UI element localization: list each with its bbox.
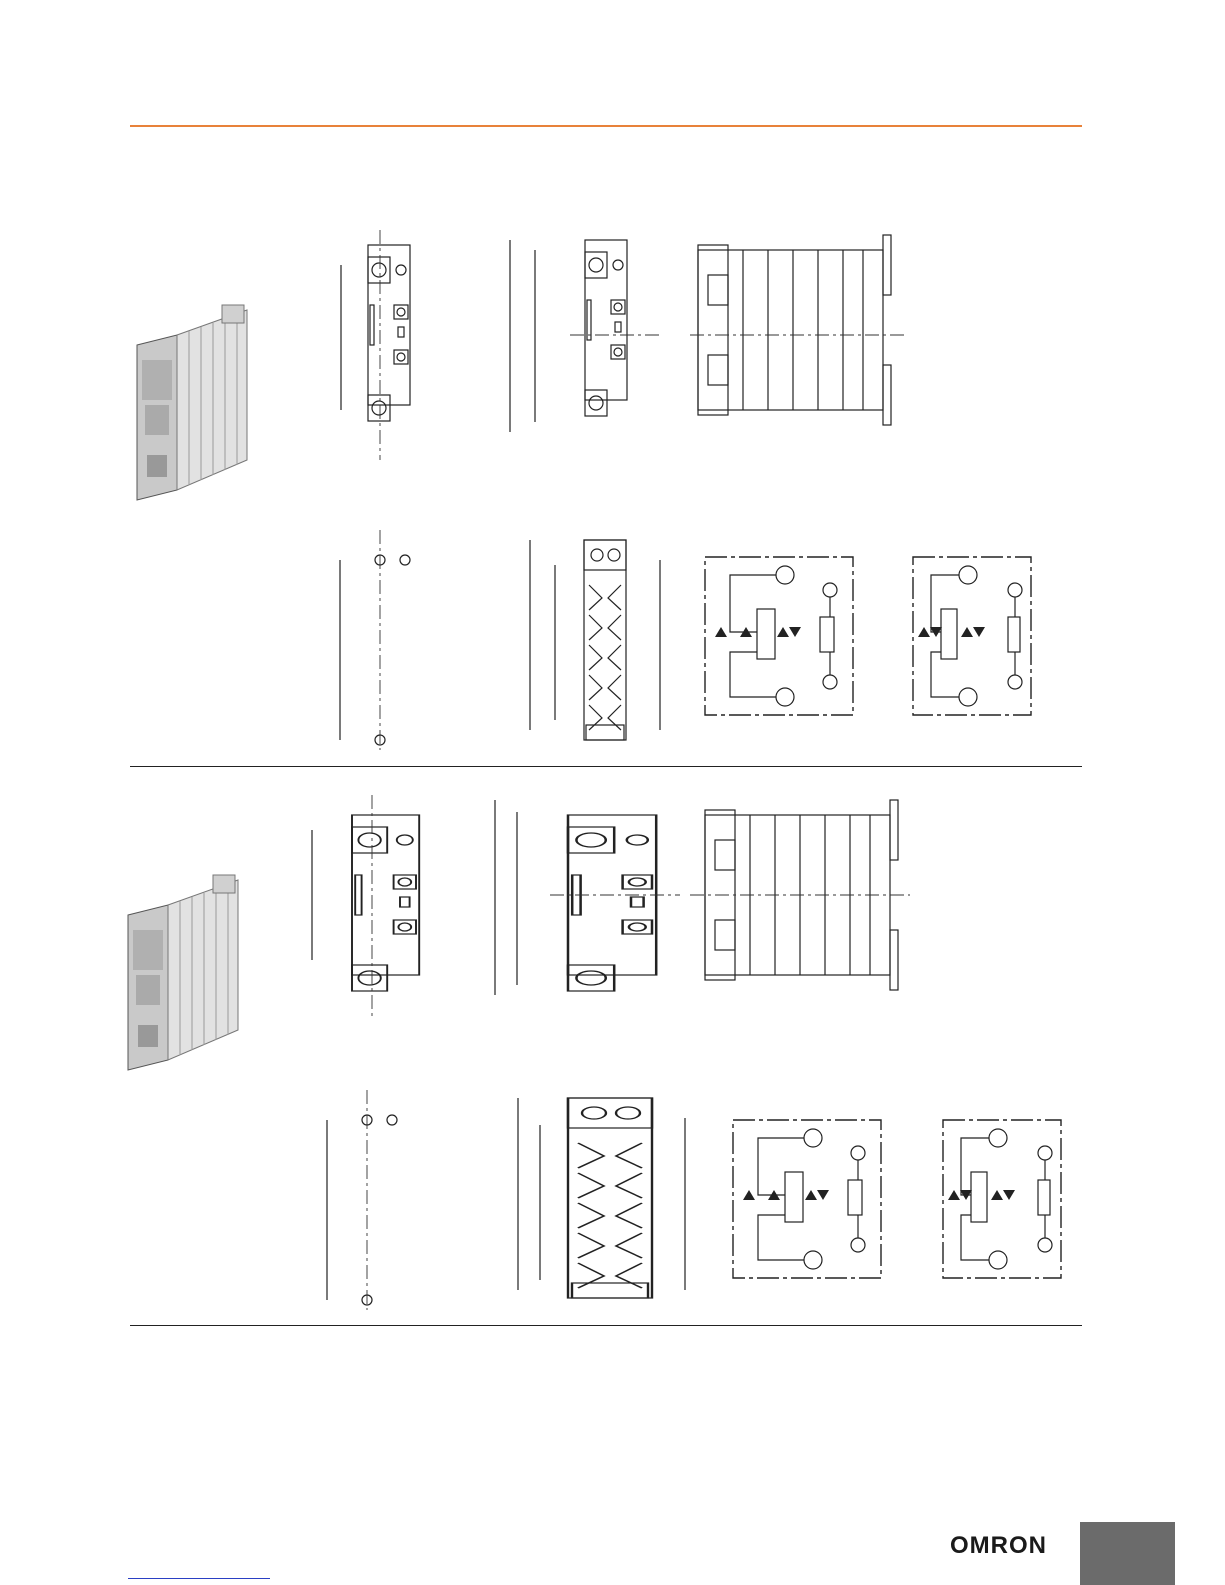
side-view-drawing	[698, 235, 891, 425]
heatsink-top-view	[568, 1098, 652, 1298]
heatsink-top-view	[584, 540, 626, 740]
mounting-hole-layout	[327, 1090, 397, 1310]
circuit-diagram	[913, 557, 1031, 715]
front-view-drawing	[368, 245, 410, 421]
page-tab	[1080, 1522, 1175, 1585]
front-view-drawing	[352, 815, 419, 991]
circuit-diagram	[943, 1120, 1061, 1278]
circuit-diagram	[705, 557, 853, 715]
front-view-drawing	[568, 815, 656, 991]
product-photo	[128, 875, 238, 1070]
circuit-diagram	[733, 1120, 881, 1278]
footer-link-underline[interactable]	[128, 1578, 270, 1579]
product-photo	[137, 305, 247, 500]
front-view-drawing	[585, 240, 627, 416]
mounting-hole-layout	[340, 530, 410, 750]
omron-logo: OMRON	[950, 1532, 1047, 1559]
